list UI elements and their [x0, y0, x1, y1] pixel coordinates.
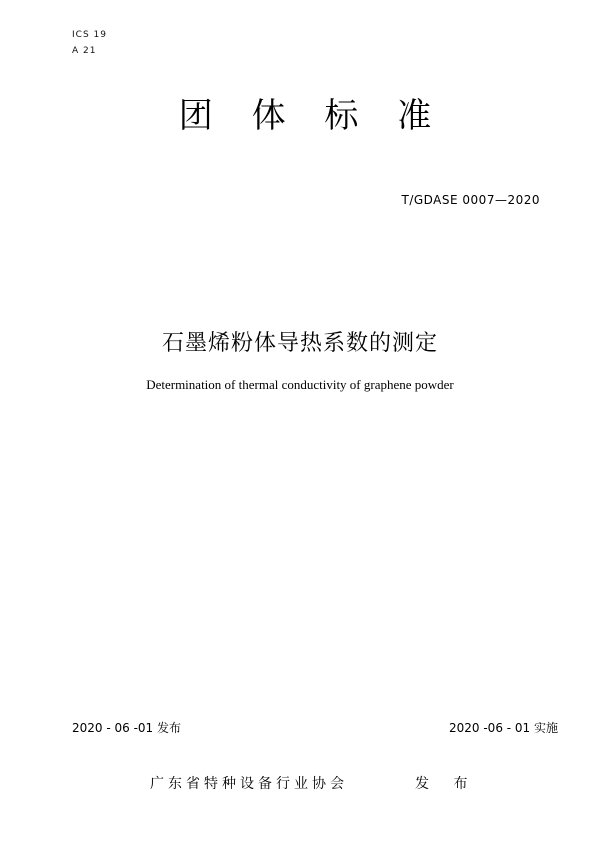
issue-label: 发 布	[415, 776, 478, 792]
issuing-organization: 广东省特种设备行业协会	[150, 776, 348, 792]
publication-date: 2020 - 06 -01 发布	[72, 721, 181, 735]
ccs-code: A 21	[72, 46, 97, 56]
document-type-heading: 团 体 标 准	[178, 96, 446, 136]
title-chinese: 石墨烯粉体导热系数的测定	[161, 331, 438, 356]
ics-code: ICS 19	[72, 30, 107, 40]
standard-number: T/GDASE 0007—2020	[401, 193, 540, 207]
title-english: Determination of thermal conductivity of graphene powder	[146, 377, 454, 392]
implementation-date: 2020 -06 - 01 实施	[449, 721, 558, 735]
